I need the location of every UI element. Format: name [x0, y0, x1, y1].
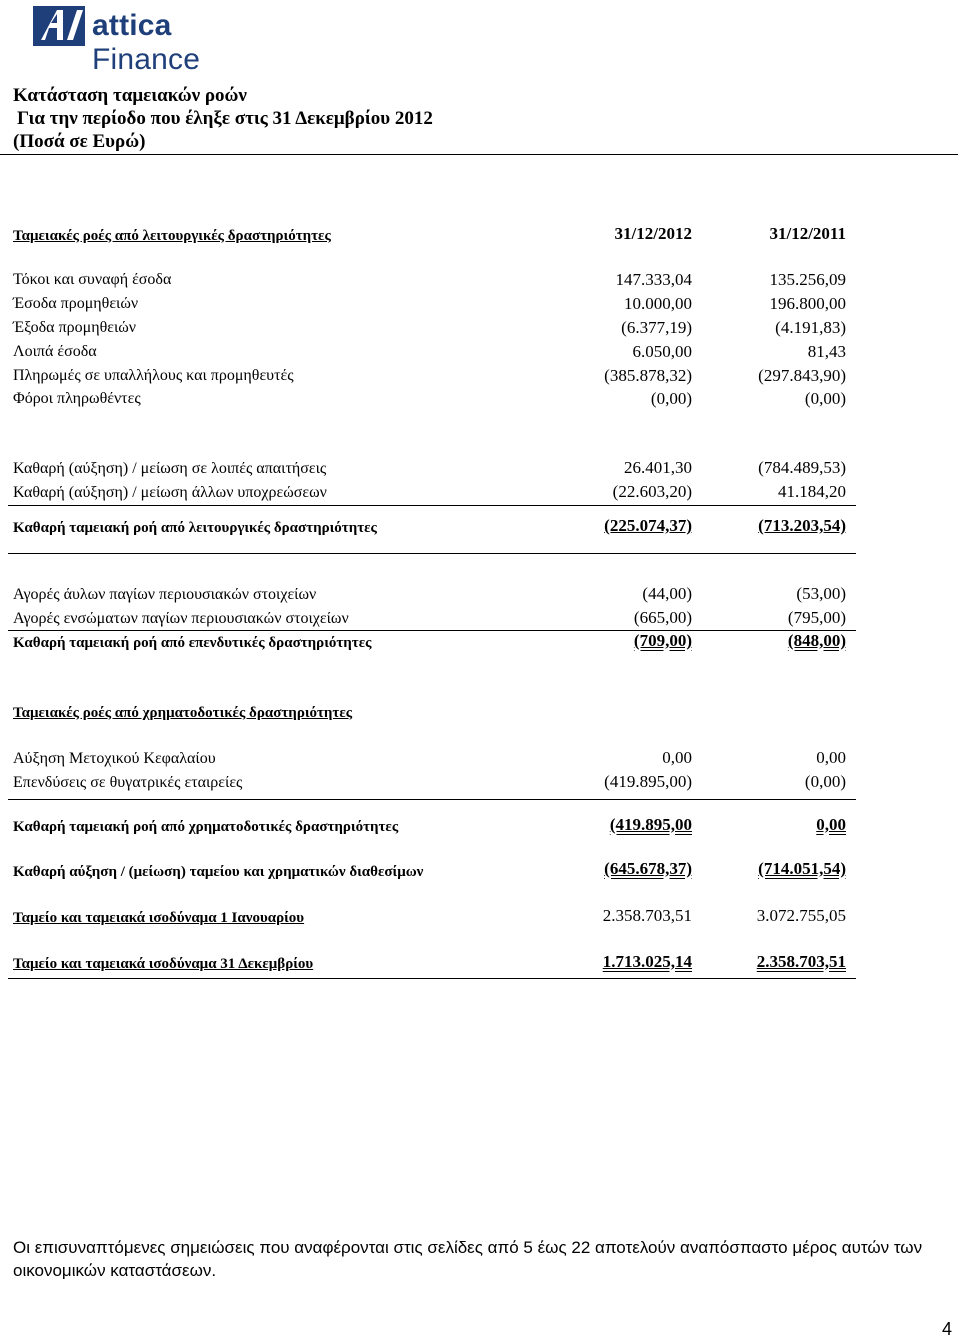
attica-logo-icon	[33, 6, 89, 46]
row-label: Αύξηση Μετοχικού Κεφαλαίου	[13, 750, 216, 767]
section-divider	[8, 553, 856, 554]
financing-total-2011: 0,00	[816, 815, 846, 834]
net-change-2011: (714.051,54)	[758, 859, 846, 878]
row-value-2012: (0,00)	[650, 389, 692, 408]
subtotal-rule	[8, 799, 856, 800]
row-label: Λοιπά έσοδα	[13, 343, 97, 360]
logo-wordmark: attica Finance	[92, 9, 201, 76]
row-value-2012: 26.401,30	[624, 458, 692, 477]
row-value-2011: 41.184,20	[778, 482, 846, 501]
header-divider	[0, 154, 958, 155]
row-label: Έσοδα προμηθειών	[13, 295, 139, 312]
operating-heading: Ταμειακές ροές από λειτουργικές δραστηριότητες	[13, 228, 331, 244]
opening-cash-2011: 3.072.755,05	[756, 906, 846, 925]
row-label: Έξοδα προμηθειών	[13, 319, 137, 336]
row-value-2011: (4.191,83)	[775, 318, 846, 337]
row-value-2012: 0,00	[662, 748, 692, 767]
subtotal-rule	[8, 505, 856, 506]
row-label: Τόκοι και συναφή έσοδα	[13, 271, 172, 288]
column-header-2011: 31/12/2011	[769, 224, 846, 243]
operating-total-2011: (713.203,54)	[758, 516, 846, 535]
row-value-2012: 10.000,00	[624, 294, 692, 313]
investing-total-label: Καθαρή ταμειακή ροή από επενδυτικές δραστηριότητες	[13, 635, 372, 651]
row-value-2011: 81,43	[807, 342, 846, 361]
statement-title: Κατάσταση ταμειακών ροών	[13, 85, 247, 106]
row-value-2011: (0,00)	[804, 389, 846, 408]
net-change-label: Καθαρή αύξηση / (μείωση) ταμείου και χρηματικών διαθεσίμων	[13, 864, 424, 880]
row-label: Πληρωμές σε υπαλλήλους και προμηθευτές	[13, 367, 294, 384]
row-value-2011: 135.256,09	[769, 270, 846, 289]
opening-cash-2012: 2.358.703,51	[602, 906, 692, 925]
row-value-2011: 0,00	[816, 748, 846, 767]
row-label: Καθαρή (αύξηση) / μείωση σε λοιπές απαιτήσεις	[13, 460, 327, 477]
footnote: Οι επισυναπτόμενες σημειώσεις που αναφέρονται στις σελίδες από 5 έως 22 αποτελούν αναπόσπαστο μέρος αυτών των οικονομικών καταστάσεων.	[13, 1238, 923, 1280]
statement-period: Για την περίοδο που έληξε στις 31 Δεκεμβρίου 2012	[17, 108, 433, 129]
row-value-2012: (6.377,19)	[621, 318, 692, 337]
financing-heading: Ταμειακές ροές από χρηματοδοτικές δραστηριότητες	[13, 705, 353, 721]
row-value-2011: 196.800,00	[769, 294, 846, 313]
row-label: Αγορές άυλων παγίων περιουσιακών στοιχείων	[13, 586, 317, 603]
row-value-2012: (419.895,00)	[604, 772, 692, 791]
investing-total-2011: (848,00)	[787, 631, 846, 650]
investing-total-2012: (709,00)	[633, 631, 692, 650]
row-label: Επενδύσεις σε θυγατρικές εταιρείες	[13, 774, 243, 791]
row-value-2012: (385.878,32)	[604, 366, 692, 385]
statement-currency: (Ποσά σε Ευρώ)	[13, 131, 146, 152]
row-value-2012: (44,00)	[642, 584, 692, 603]
row-value-2012: (665,00)	[633, 608, 692, 627]
row-value-2012: 147.333,04	[615, 270, 692, 289]
row-value-2011: (297.843,90)	[758, 366, 846, 385]
closing-cash-label: Ταμείο και ταμειακά ισοδύναμα 31 Δεκεμβρίου	[13, 956, 314, 972]
closing-rule	[8, 978, 856, 979]
opening-cash-label: Ταμείο και ταμειακά ισοδύναμα 1 Ιανουαρίου	[13, 910, 305, 926]
row-value-2011: (0,00)	[804, 772, 846, 791]
closing-cash-2012: 1.713.025,14	[602, 952, 692, 971]
financing-total-label: Καθαρή ταμειακή ροή από χρηματοδοτικές δραστηριότητες	[13, 819, 399, 835]
row-value-2012: 6.050,00	[632, 342, 692, 361]
net-change-2012: (645.678,37)	[604, 859, 692, 878]
operating-total-label: Καθαρή ταμειακή ροή από λειτουργικές δραστηριότητες	[13, 520, 377, 536]
page-number: 4	[942, 1319, 953, 1339]
row-value-2012: (22.603,20)	[612, 482, 692, 501]
row-value-2011: (795,00)	[787, 608, 846, 627]
row-value-2011: (53,00)	[796, 584, 846, 603]
financing-total-2012: (419.895,00	[609, 815, 692, 834]
operating-total-2012: (225.074,37)	[604, 516, 692, 535]
row-label: Αγορές ενσώματων παγίων περιουσιακών στοιχείων	[13, 610, 349, 627]
column-header-2012: 31/12/2012	[614, 224, 692, 243]
row-value-2011: (784.489,53)	[758, 458, 846, 477]
row-label: Καθαρή (αύξηση) / μείωση άλλων υποχρεώσεων	[13, 484, 327, 501]
closing-cash-2011: 2.358.703,51	[756, 952, 846, 971]
row-label: Φόροι πληρωθέντες	[13, 390, 141, 407]
